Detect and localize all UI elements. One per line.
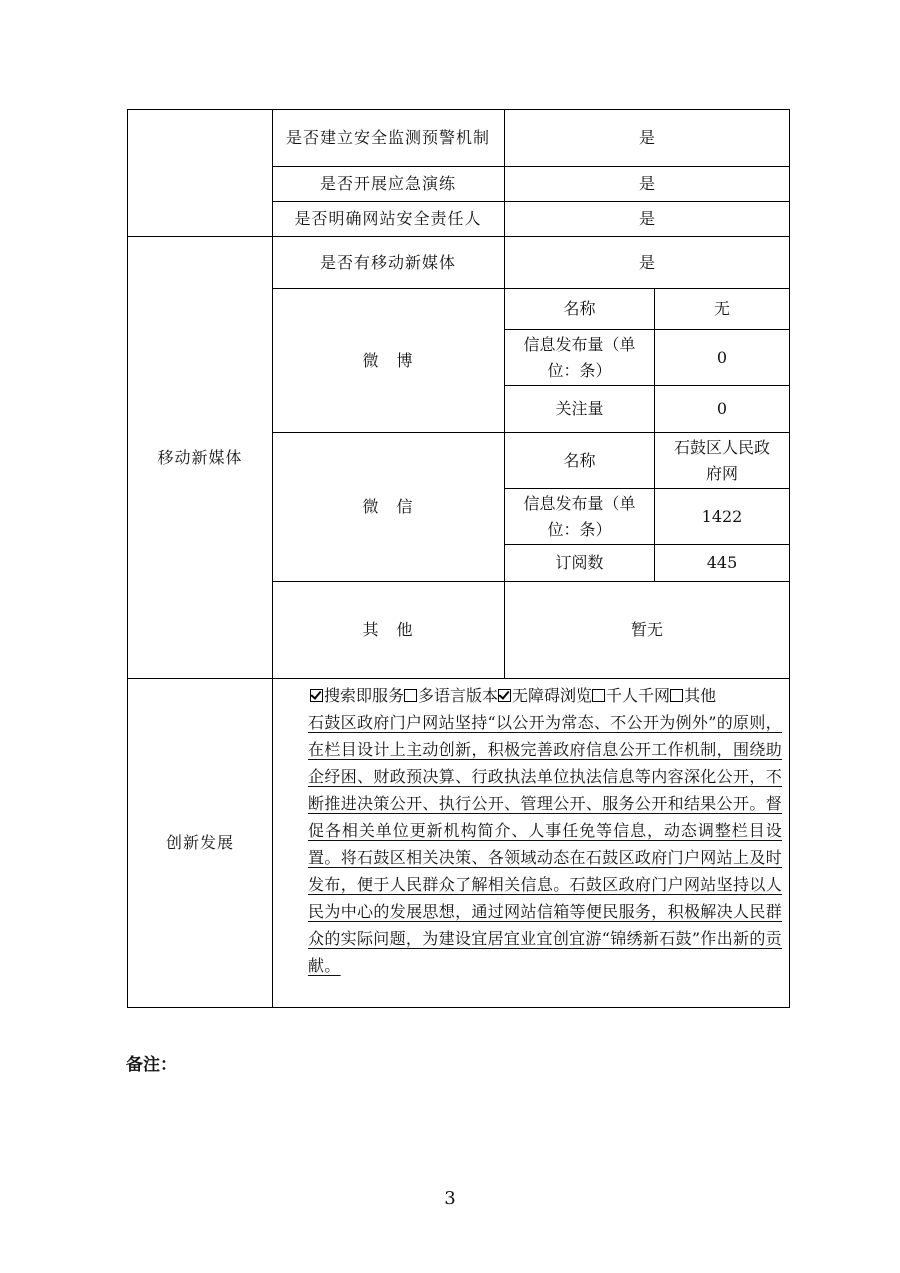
wechat-label: 微 信 [362,497,414,516]
media-section-label: 移动新媒体 [157,447,243,467]
weibo-follow-label: 关注量 [555,399,604,418]
weibo-posts-value: 0 [716,347,728,367]
empty-box-icon [670,689,683,702]
option-accessibility: 无障碍浏览 [498,686,592,705]
innovation-options [310,683,716,709]
option-multilingual: 多语言版本 [404,686,498,705]
responsible-value: 是 [638,209,655,228]
wechat-posts-value: 1422 [701,506,743,526]
empty-box-icon [404,689,417,702]
other-value: 暂无 [630,620,663,639]
responsible-label: 是否明确网站安全责任人 [294,209,482,228]
checked-box-icon [498,689,511,702]
weibo-name-label: 名称 [563,299,596,318]
monitoring-label: 是否建立安全监测预警机制 [285,128,490,147]
wechat-sub-value: 445 [706,553,738,572]
page-number: 3 [444,1188,456,1209]
drill-label: 是否开展应急演练 [319,174,456,193]
weibo-label: 微 博 [362,350,414,370]
wechat-sub-label: 订阅数 [555,553,604,572]
monitoring-value: 是 [638,128,655,147]
drill-value: 是 [638,174,655,193]
wechat-name-label: 名称 [563,450,596,470]
weibo-posts-label: 信息发布量（单位：条） [523,334,636,380]
innovation-description: 石鼓区政府门户网站坚持“以公开为常态、不公开为例外”的原则，在栏目设计上主动创新，积极完善政府信息公开工作机制，围绕助企纾困、财政预决算、行政执法单位执法信息等内容深化公开，不断推进决策公开、执行公开、管理公开、服务公开和结果公开。督促各相关单位更新机构简介、人事任免等信息，动态调整栏目设置。将石鼓区相关决策、各领域动态在石鼓区政府门户网站上及时发布，便于人民群众了解相关信息。石鼓区政府门户网站坚持以人民为中心的发展思想，通过网站信箱等便民服务，积极解决人民群众的实际问题，为建设宜居宜业宜创宜游“锦绣新石鼓”作出新的贡献。 [308,713,782,975]
innovation-section-label: 创新发展 [165,833,234,852]
weibo-name-value: 无 [713,299,730,318]
option-search-service: 搜索即服务 [310,686,404,705]
weibo-follow-value: 0 [716,399,728,418]
empty-box-icon [592,689,605,702]
option-other: 其他 [670,686,716,705]
has-media-value: 是 [638,252,655,272]
note-label: 备注： [126,1055,177,1075]
other-label: 其 他 [362,620,414,639]
wechat-posts-label: 信息发布量（单位：条） [523,493,636,539]
checked-box-icon [310,689,323,702]
has-media-label: 是否有移动新媒体 [319,252,456,272]
option-personalized: 千人千网 [592,686,670,705]
wechat-name-value: 石鼓区人民政府网 [673,437,770,483]
